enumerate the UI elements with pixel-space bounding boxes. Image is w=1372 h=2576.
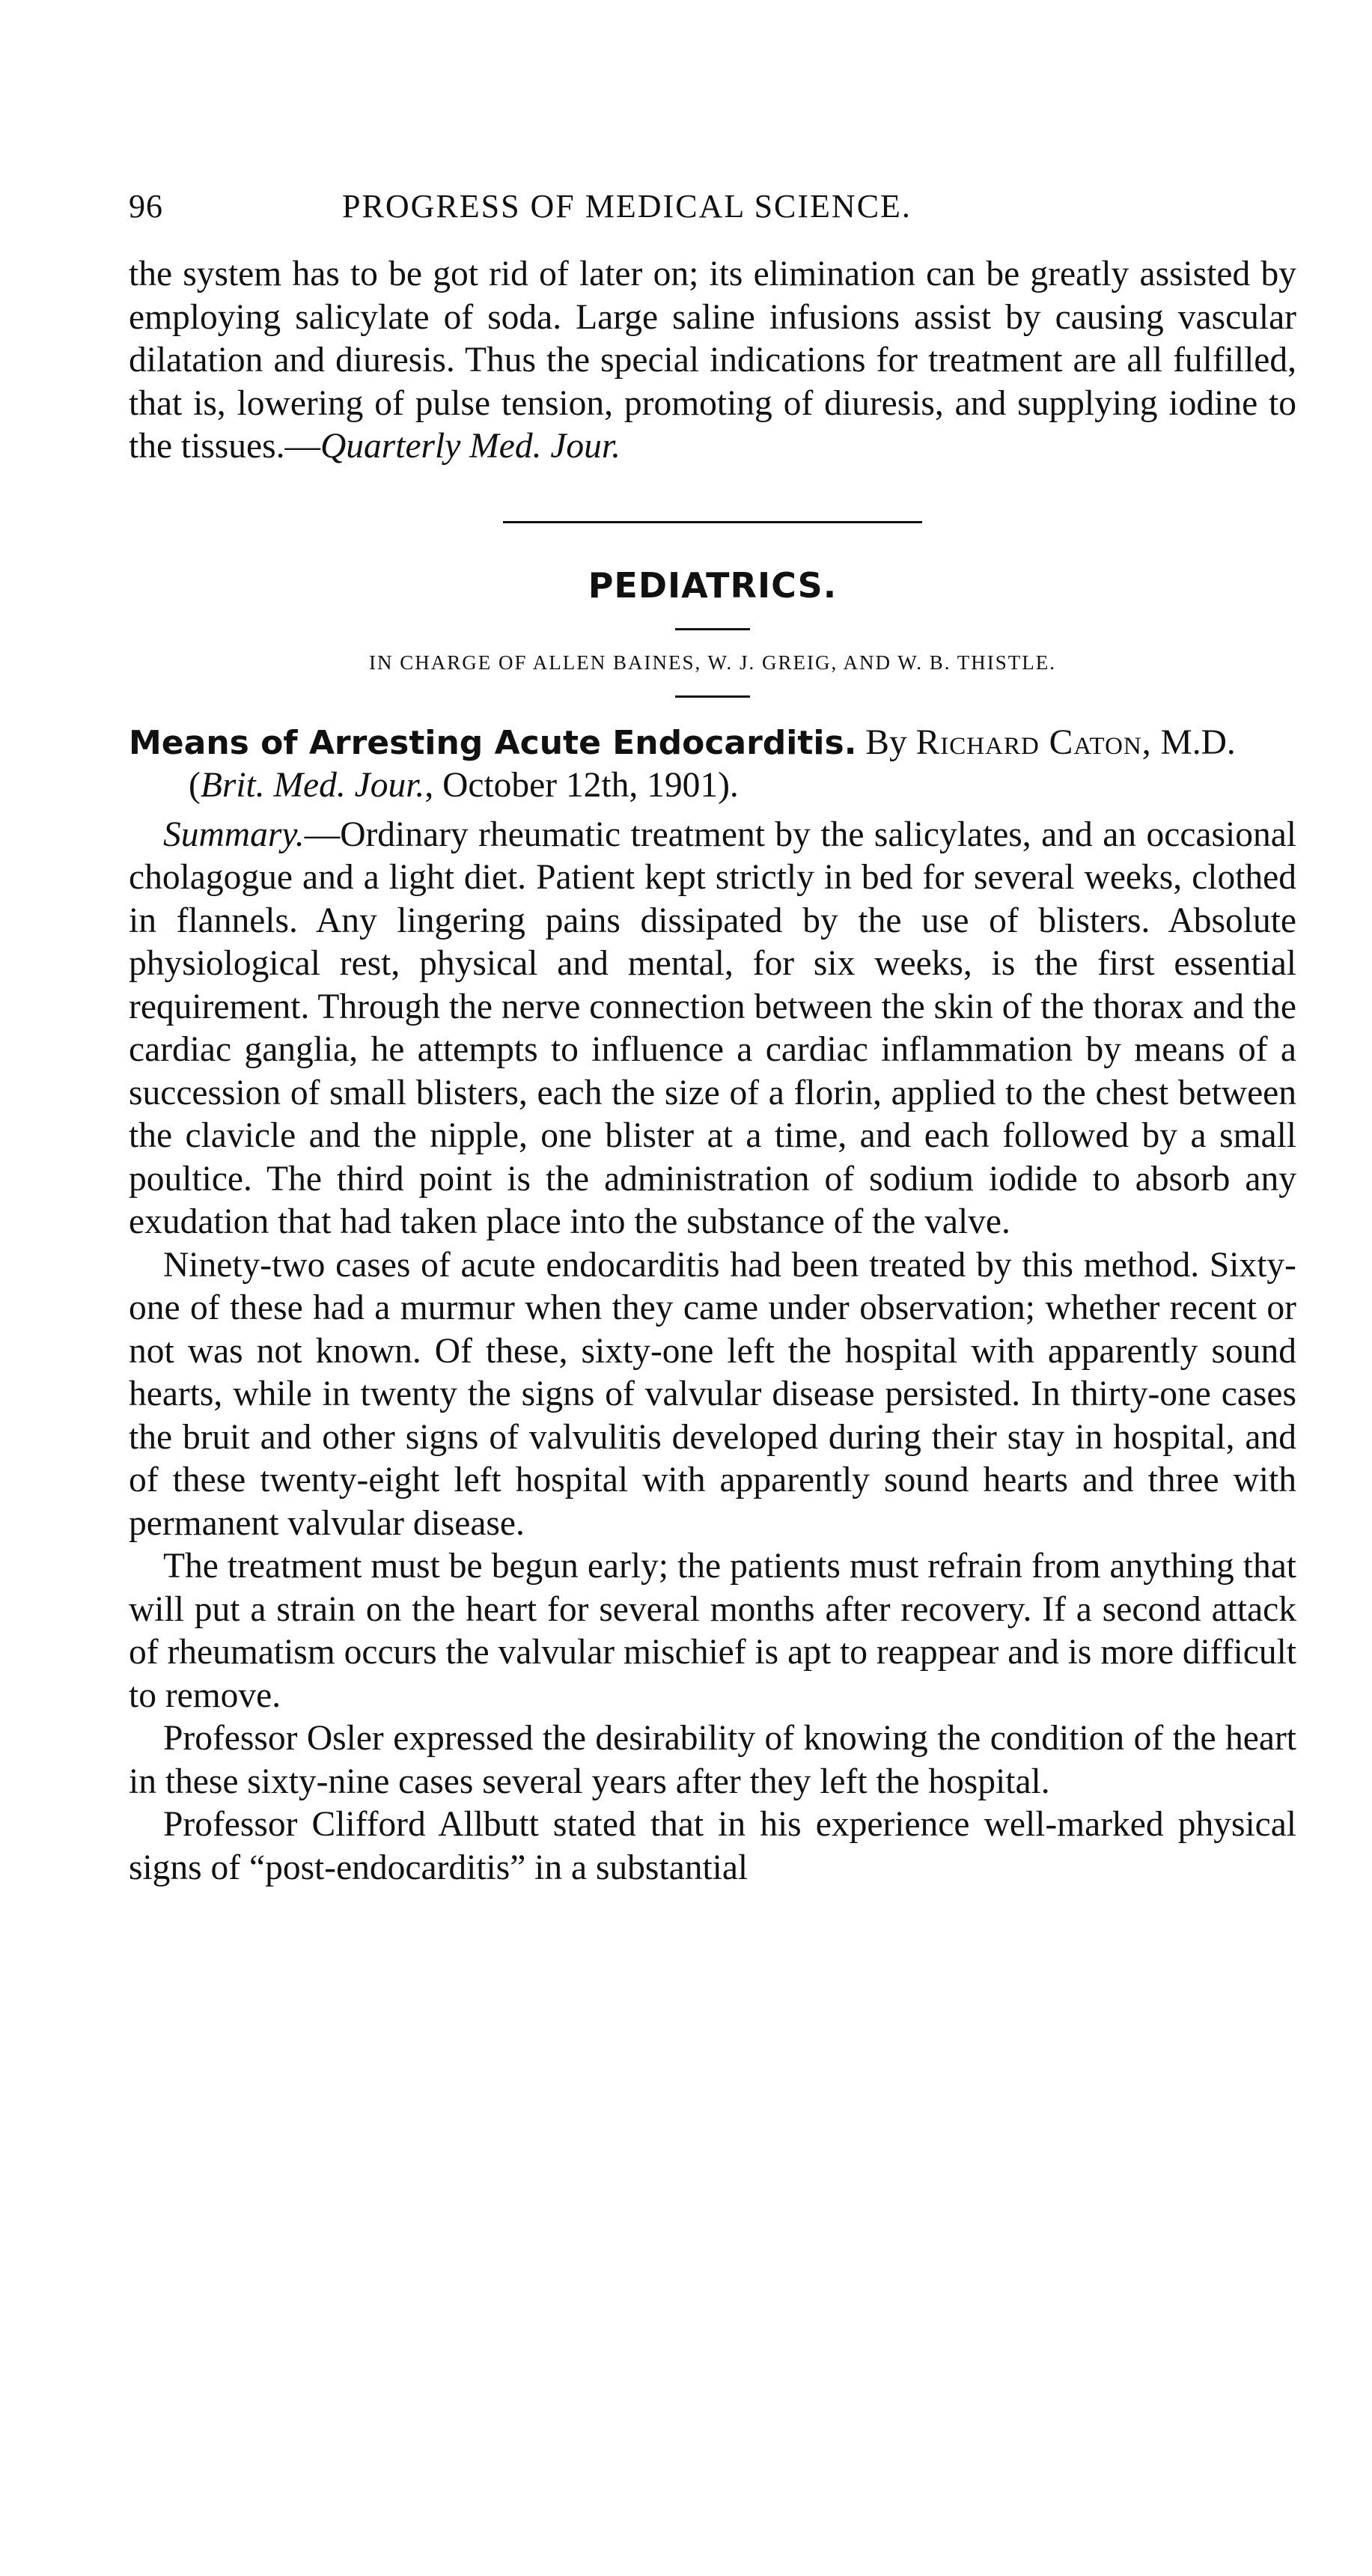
- citation-journal: Brit. Med. Jour.: [200, 766, 425, 805]
- article-by: By: [865, 722, 907, 762]
- continuation-paragraph: [129, 253, 1296, 469]
- continuation-text: the system has to be got rid of later on; its elimination can be greatly assisted by employing salicylate of soda. Large saline infusions assist by causing vascular dilatation and diuresis. Thus the special indications for treatment are all fulfilled, that is, lowering of pulse tension, promoting of diuresis, and supplying iodine to the tissues.—: [129, 255, 1296, 466]
- continuation-source: Quarterly Med. Jour.: [320, 427, 621, 466]
- osler-paragraph: Professor Osler expressed the desirability of knowing the condition of the heart in these sixty-nine cases several years after they left the hospital.: [129, 1719, 1296, 1801]
- summary-label: Summary.: [163, 814, 305, 854]
- citation-date: , October 12th, 1901).: [424, 766, 739, 805]
- article-author: Richard Caton,: [915, 722, 1152, 762]
- treatment-paragraph: The treatment must be begun early; the patients must refrain from anything that will put a strain on the heart for several months after recovery. If a second attack of rheumatism occurs the valvular mischief is apt to reappear and is more difficult to remove.: [129, 1547, 1296, 1715]
- summary-paragraph: [129, 814, 1296, 1244]
- journal-title: PROGRESS OF MEDICAL SCIENCE.: [342, 188, 912, 225]
- title-rule-top: [675, 628, 750, 630]
- page: [129, 187, 1296, 1890]
- section-editors: IN CHARGE OF ALLEN BAINES, W. J. GREIG, AND W. B. THISTLE.: [368, 651, 1057, 674]
- article-heading: [129, 722, 1296, 808]
- allbutt-paragraph: Professor Clifford Allbutt stated that in his experience well-marked physical signs of “post-endocarditis” in a substantial: [129, 1805, 1296, 1887]
- running-head: [129, 187, 1296, 232]
- results-paragraph: Ninety-two cases of acute endocarditis had been treated by this method. Sixty-one of these had a murmur when they came under observation; whether recent or not was not known. Of these, sixty-one left the hospital with apparently sound hearts, while in twenty the signs of valvular disease persisted. In thirty-one cases the bruit and other signs of valvulitis developed during their stay in hospital, and of these twenty-eight left hospital with apparently sound hearts and three with permanent valvular disease.: [129, 1245, 1296, 1543]
- page-number: 96: [129, 188, 163, 225]
- section-title: PEDIATRICS.: [588, 564, 838, 606]
- article-degree: M.D. (: [189, 722, 1236, 805]
- article-title: Means of Arresting Acute Endocarditis.: [129, 723, 857, 762]
- summary-text: —Ordinary rheumatic treatment by the salicylates, and an occasional cholagogue and a light diet. Patient kept strictly in bed for several weeks, clothed in flannels. Any lingering pains dissipated by the use of blisters. Absolute physiological rest, physical and mental, for six weeks, is the first essential requirement. Through the nerve connection between the skin of the thorax and the cardiac ganglia, he attempts to influence a cardiac inflammation by means of a succession of small blisters, each the size of a florin, applied to the chest between the clavicle and the nipple, one blister at a time, and each followed by a small poultice. The third point is the administration of sodium iodide to absorb any exudation that had taken place into the substance of the valve.: [129, 814, 1296, 1241]
- title-rule-bottom: [675, 695, 750, 698]
- section-divider: [503, 521, 922, 523]
